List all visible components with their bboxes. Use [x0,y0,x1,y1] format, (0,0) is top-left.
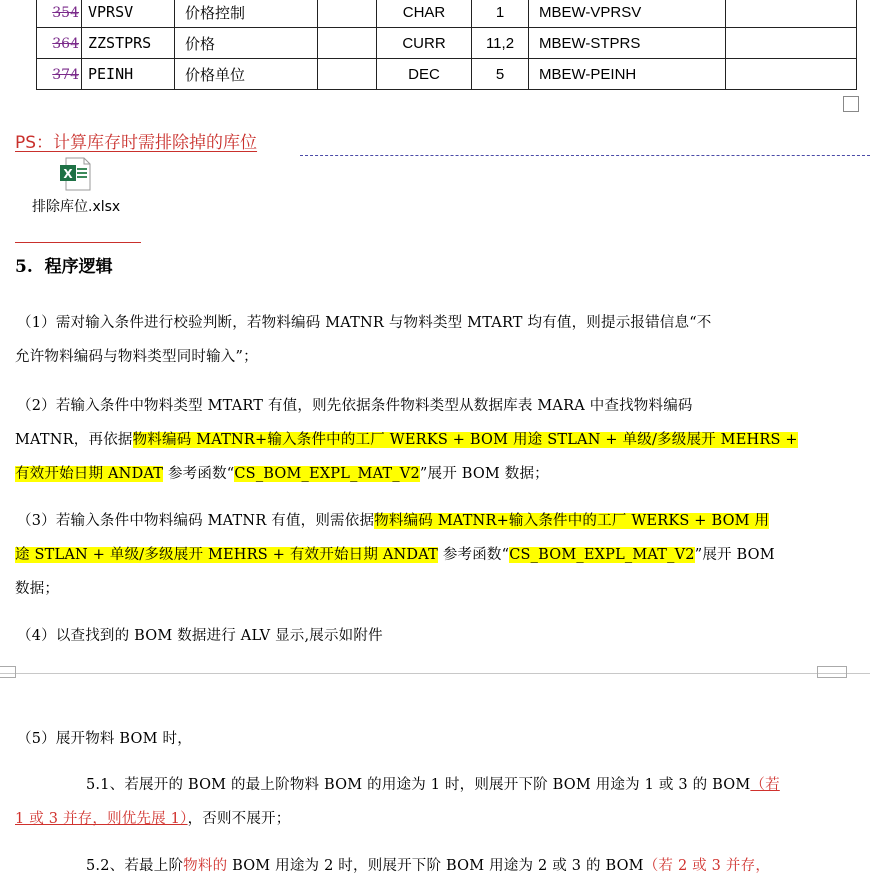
para-5-1-text: ，否则不展开； [187,811,291,827]
para-3-line-3: 数据； [15,581,60,597]
para-3-line-2 [15,538,775,572]
section-divider [15,242,141,243]
cell-blank1 [318,28,377,59]
function-name-highlight: CS_BOM_EXPL_MAT_V2 [509,547,695,563]
cell-blank2 [726,59,857,90]
table-row [37,59,857,90]
cell-blank2 [726,28,857,59]
para-5-1-line-1 [86,768,780,802]
cell-field: ZZSTPRS [82,28,175,59]
para-2-line-3 [15,457,549,491]
attachment-filename: 排除库位.xlsx [32,199,121,215]
para-1-line-2: 允许物料编码与物料类型同时输入”； [15,349,258,365]
cell-num [37,0,82,28]
cell-field: VPRSV [82,0,175,28]
para-2-text: MATNR，再依据 [15,432,133,448]
cell-type: CHAR [377,0,472,28]
para-5-2-line-1 [86,849,770,883]
table-row [37,0,857,28]
highlight-text: 途 STLAN + 单级/多级展开 MEHRS + 有效开始日期 ANDAT [15,547,439,563]
cell-len: 1 [472,0,529,28]
attachment[interactable] [30,156,126,216]
para-2-line-2 [15,423,798,457]
section-heading: 5. 程序逻辑 [15,257,113,277]
cell-desc: 价格单位 [175,59,318,90]
para-4: （4）以查找到的 BOM 数据进行 ALV 显示,展示如附件 [17,628,383,644]
table-row [37,28,857,59]
cell-len: 5 [472,59,529,90]
para-5-2-text: BOM 用途为 2 时，则展开下阶 BOM 用途为 2 或 3 的 BOM [227,858,644,874]
para-5-2-red-text: 物料的 [183,858,228,874]
para-5-1-text: 5.1、若展开的 BOM 的最上阶物料 BOM 的用途为 1 时，则展开下阶 BOM 用途为 1 或 3 的 BOM [86,777,751,793]
row-number: 354 [52,5,79,21]
para-5: （5）展开物料 BOM 时， [17,731,192,747]
cell-blank2 [726,0,857,28]
row-number: 374 [52,67,79,83]
ps-note: PS：计算库存时需排除掉的库位 [15,133,258,153]
cell-type: DEC [377,59,472,90]
excel-file-icon[interactable] [58,156,94,192]
cell-src: MBEW-PEINH [529,59,726,90]
cell-len: 11,2 [472,28,529,59]
cell-num [37,59,82,90]
para-3-text: 参考函数“ [438,547,510,563]
para-5-2-red-text: （若 2 或 3 并存， [643,858,771,874]
page-break-line [0,673,870,674]
svg-text:X: X [63,167,73,181]
cell-desc: 价格 [175,28,318,59]
para-2-line-1: （2）若输入条件中物料类型 MTART 有值，则先依据条件物料类型从数据库表 MARA 中查找物料编码 [17,398,693,414]
margin-marker-right [817,666,847,678]
para-5-1-line-2 [15,802,290,836]
cell-desc: 价格控制 [175,0,318,28]
field-table [36,0,857,90]
cell-src: MBEW-VPRSV [529,0,726,28]
highlight-text: 物料编码 MATNR+输入条件中的工厂 WERKS + BOM 用 [374,513,770,529]
cell-blank1 [318,0,377,28]
para-2-text: 参考函数“ [163,466,235,482]
cell-type: CURR [377,28,472,59]
para-5-1-red-text: 1 或 3 并存，则优先展 1） [15,811,188,827]
para-2-text: ”展开 BOM 数据； [419,466,549,482]
para-3-text: ”展开 BOM [694,547,775,563]
function-name-highlight: CS_BOM_EXPL_MAT_V2 [234,466,420,482]
highlight-text: 物料编码 MATNR+输入条件中的工厂 WERKS + BOM 用途 STLAN + 单级/多级展开 MEHRS + [132,432,798,448]
cell-num [37,28,82,59]
para-5-2-text: 5.2、若最上阶 [86,858,184,874]
para-3-line-1 [17,504,769,538]
cell-blank1 [318,59,377,90]
cell-src: MBEW-STPRS [529,28,726,59]
margin-marker-left [0,666,16,678]
table-resize-handle[interactable] [843,96,859,112]
highlight-text: 有效开始日期 ANDAT [15,466,164,482]
para-1-line-1: （1）需对输入条件进行校验判断，若物料编码 MATNR 与物料类型 MTART 均有值，则提示报错信息“不 [17,315,712,331]
para-5-1-red-text: （若 [750,777,780,793]
track-change-line [300,155,870,156]
cell-field: PEINH [82,59,175,90]
row-number: 364 [52,36,79,52]
para-3-text: （3）若输入条件中物料编码 MATNR 有值，则需依据 [17,513,375,529]
